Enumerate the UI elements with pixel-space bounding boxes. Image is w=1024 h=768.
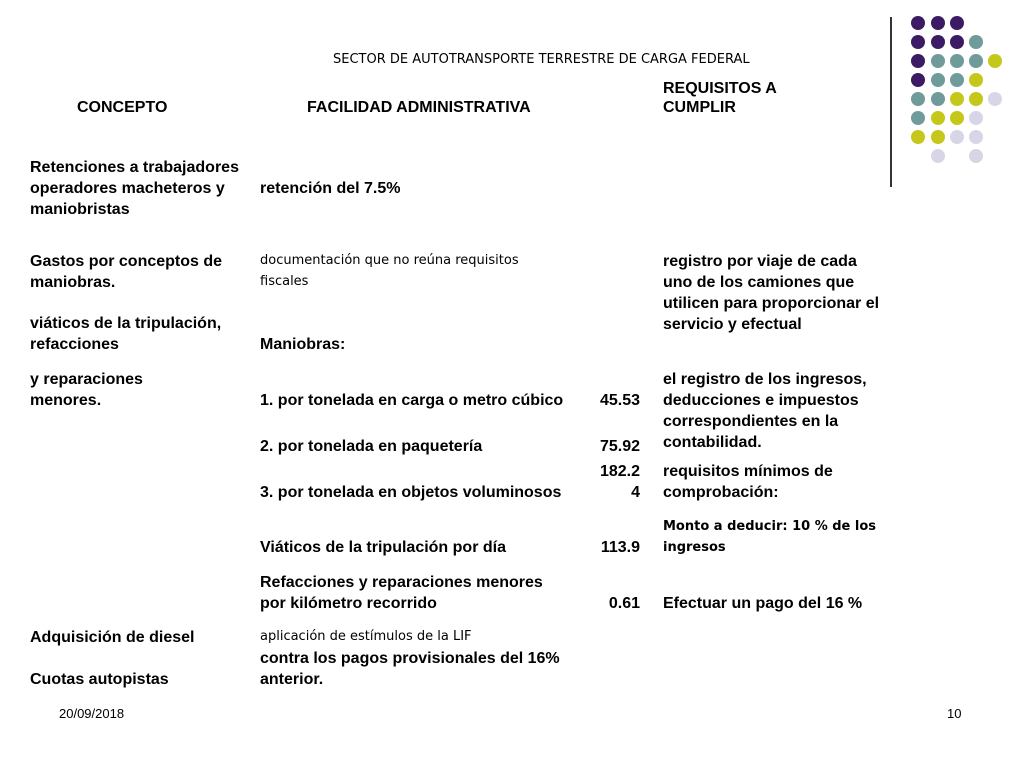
decorative-dot bbox=[969, 54, 983, 68]
decorative-dot bbox=[911, 16, 925, 30]
decorative-dot bbox=[950, 73, 964, 87]
decorative-dot bbox=[931, 54, 945, 68]
decorative-dot bbox=[969, 35, 983, 49]
decorative-dot bbox=[911, 92, 925, 106]
facilidad-retencion: retención del 7.5% bbox=[260, 180, 401, 197]
decorative-dot bbox=[969, 130, 983, 144]
decorative-dot bbox=[911, 54, 925, 68]
concepto-autopistas: Cuotas autopistas bbox=[30, 671, 169, 688]
decorative-dot bbox=[911, 111, 925, 125]
header-concepto: CONCEPTO bbox=[77, 99, 168, 116]
footer-date: 20/09/2018 bbox=[59, 706, 125, 721]
footer-page-number: 10 bbox=[947, 706, 962, 721]
decorative-dot bbox=[931, 149, 945, 163]
decorative-dot bbox=[931, 130, 945, 144]
requisito-pago-16: Efectuar un pago del 16 % bbox=[663, 595, 863, 612]
concepto-retenciones: Retenciones a trabajadores operadores macheteros y maniobristas bbox=[30, 159, 239, 218]
facilidad-viaticos-dia: Viáticos de la tripulación por día bbox=[260, 539, 506, 556]
decorative-dot bbox=[950, 92, 964, 106]
concepto-reparaciones: y reparaciones menores. bbox=[30, 371, 143, 409]
decorative-dot bbox=[969, 111, 983, 125]
monto-paqueteria: 75.92 bbox=[599, 438, 640, 455]
header-requisitos: REQUISITOS A CUMPLIR bbox=[663, 80, 777, 116]
monto-voluminosos: 182.24 bbox=[599, 463, 640, 501]
slide-title: SECTOR DE AUTOTRANSPORTE TERRESTRE DE CARGA FEDERAL bbox=[333, 52, 750, 67]
vertical-rule bbox=[890, 17, 892, 187]
facilidad-estimulos: aplicación de estímulos de la LIF bbox=[260, 629, 472, 644]
decorative-dot bbox=[950, 54, 964, 68]
decorative-dot bbox=[931, 111, 945, 125]
decorative-dot bbox=[950, 111, 964, 125]
decorative-dot bbox=[931, 92, 945, 106]
decorative-dot bbox=[969, 92, 983, 106]
decorative-dot bbox=[911, 35, 925, 49]
decorative-dot bbox=[969, 73, 983, 87]
facilidad-tonelada-carga: 1. por tonelada en carga o metro cúbico bbox=[260, 392, 564, 409]
decorative-dot bbox=[911, 73, 925, 87]
facilidad-tonelada-paqueteria: 2. por tonelada en paquetería bbox=[260, 438, 483, 455]
decorative-dot bbox=[950, 35, 964, 49]
facilidad-maniobras-label: Maniobras: bbox=[260, 336, 346, 353]
monto-refacciones: 0.61 bbox=[608, 595, 640, 612]
decorative-dot bbox=[988, 92, 1002, 106]
header-facilidad: FACILIDAD ADMINISTRATIVA bbox=[307, 99, 531, 116]
concepto-viaticos: viáticos de la tripulación, refacciones bbox=[30, 315, 222, 353]
decorative-dot bbox=[931, 73, 945, 87]
decorative-dot bbox=[950, 130, 964, 144]
decorative-dot bbox=[931, 16, 945, 30]
requisito-registro-viaje: registro por viaje de cada uno de los camiones que utilicen para proporcionar el servicio y efectual bbox=[663, 253, 880, 333]
requisito-registro-ingresos: el registro de los ingresos, deducciones e impuestos correspondientes en la contabilidad. bbox=[663, 371, 867, 451]
concepto-diesel: Adquisición de diesel bbox=[30, 629, 195, 646]
decorative-dot bbox=[988, 54, 1002, 68]
facilidad-pagos-provisionales: contra los pagos provisionales del 16% anterior. bbox=[260, 650, 560, 688]
decorative-dot bbox=[911, 130, 925, 144]
facilidad-refacciones: Refacciones y reparaciones menores por kilómetro recorrido bbox=[260, 574, 543, 612]
decorative-dot bbox=[969, 149, 983, 163]
decorative-dot bbox=[950, 16, 964, 30]
requisito-monto-deducir: Monto a deducir: 10 % de los ingresos bbox=[663, 519, 877, 555]
monto-carga: 45.53 bbox=[599, 392, 640, 409]
decorative-dot bbox=[931, 35, 945, 49]
requisito-comprobacion: requisitos mínimos de comprobación: bbox=[663, 463, 833, 501]
monto-viaticos: 113.9 bbox=[600, 539, 640, 556]
facilidad-documentacion: documentación que no reúna requisitos fiscales bbox=[260, 253, 519, 289]
facilidad-tonelada-voluminosos: 3. por tonelada en objetos voluminosos bbox=[260, 484, 562, 501]
concepto-gastos-maniobras: Gastos por conceptos de maniobras. bbox=[30, 253, 223, 291]
